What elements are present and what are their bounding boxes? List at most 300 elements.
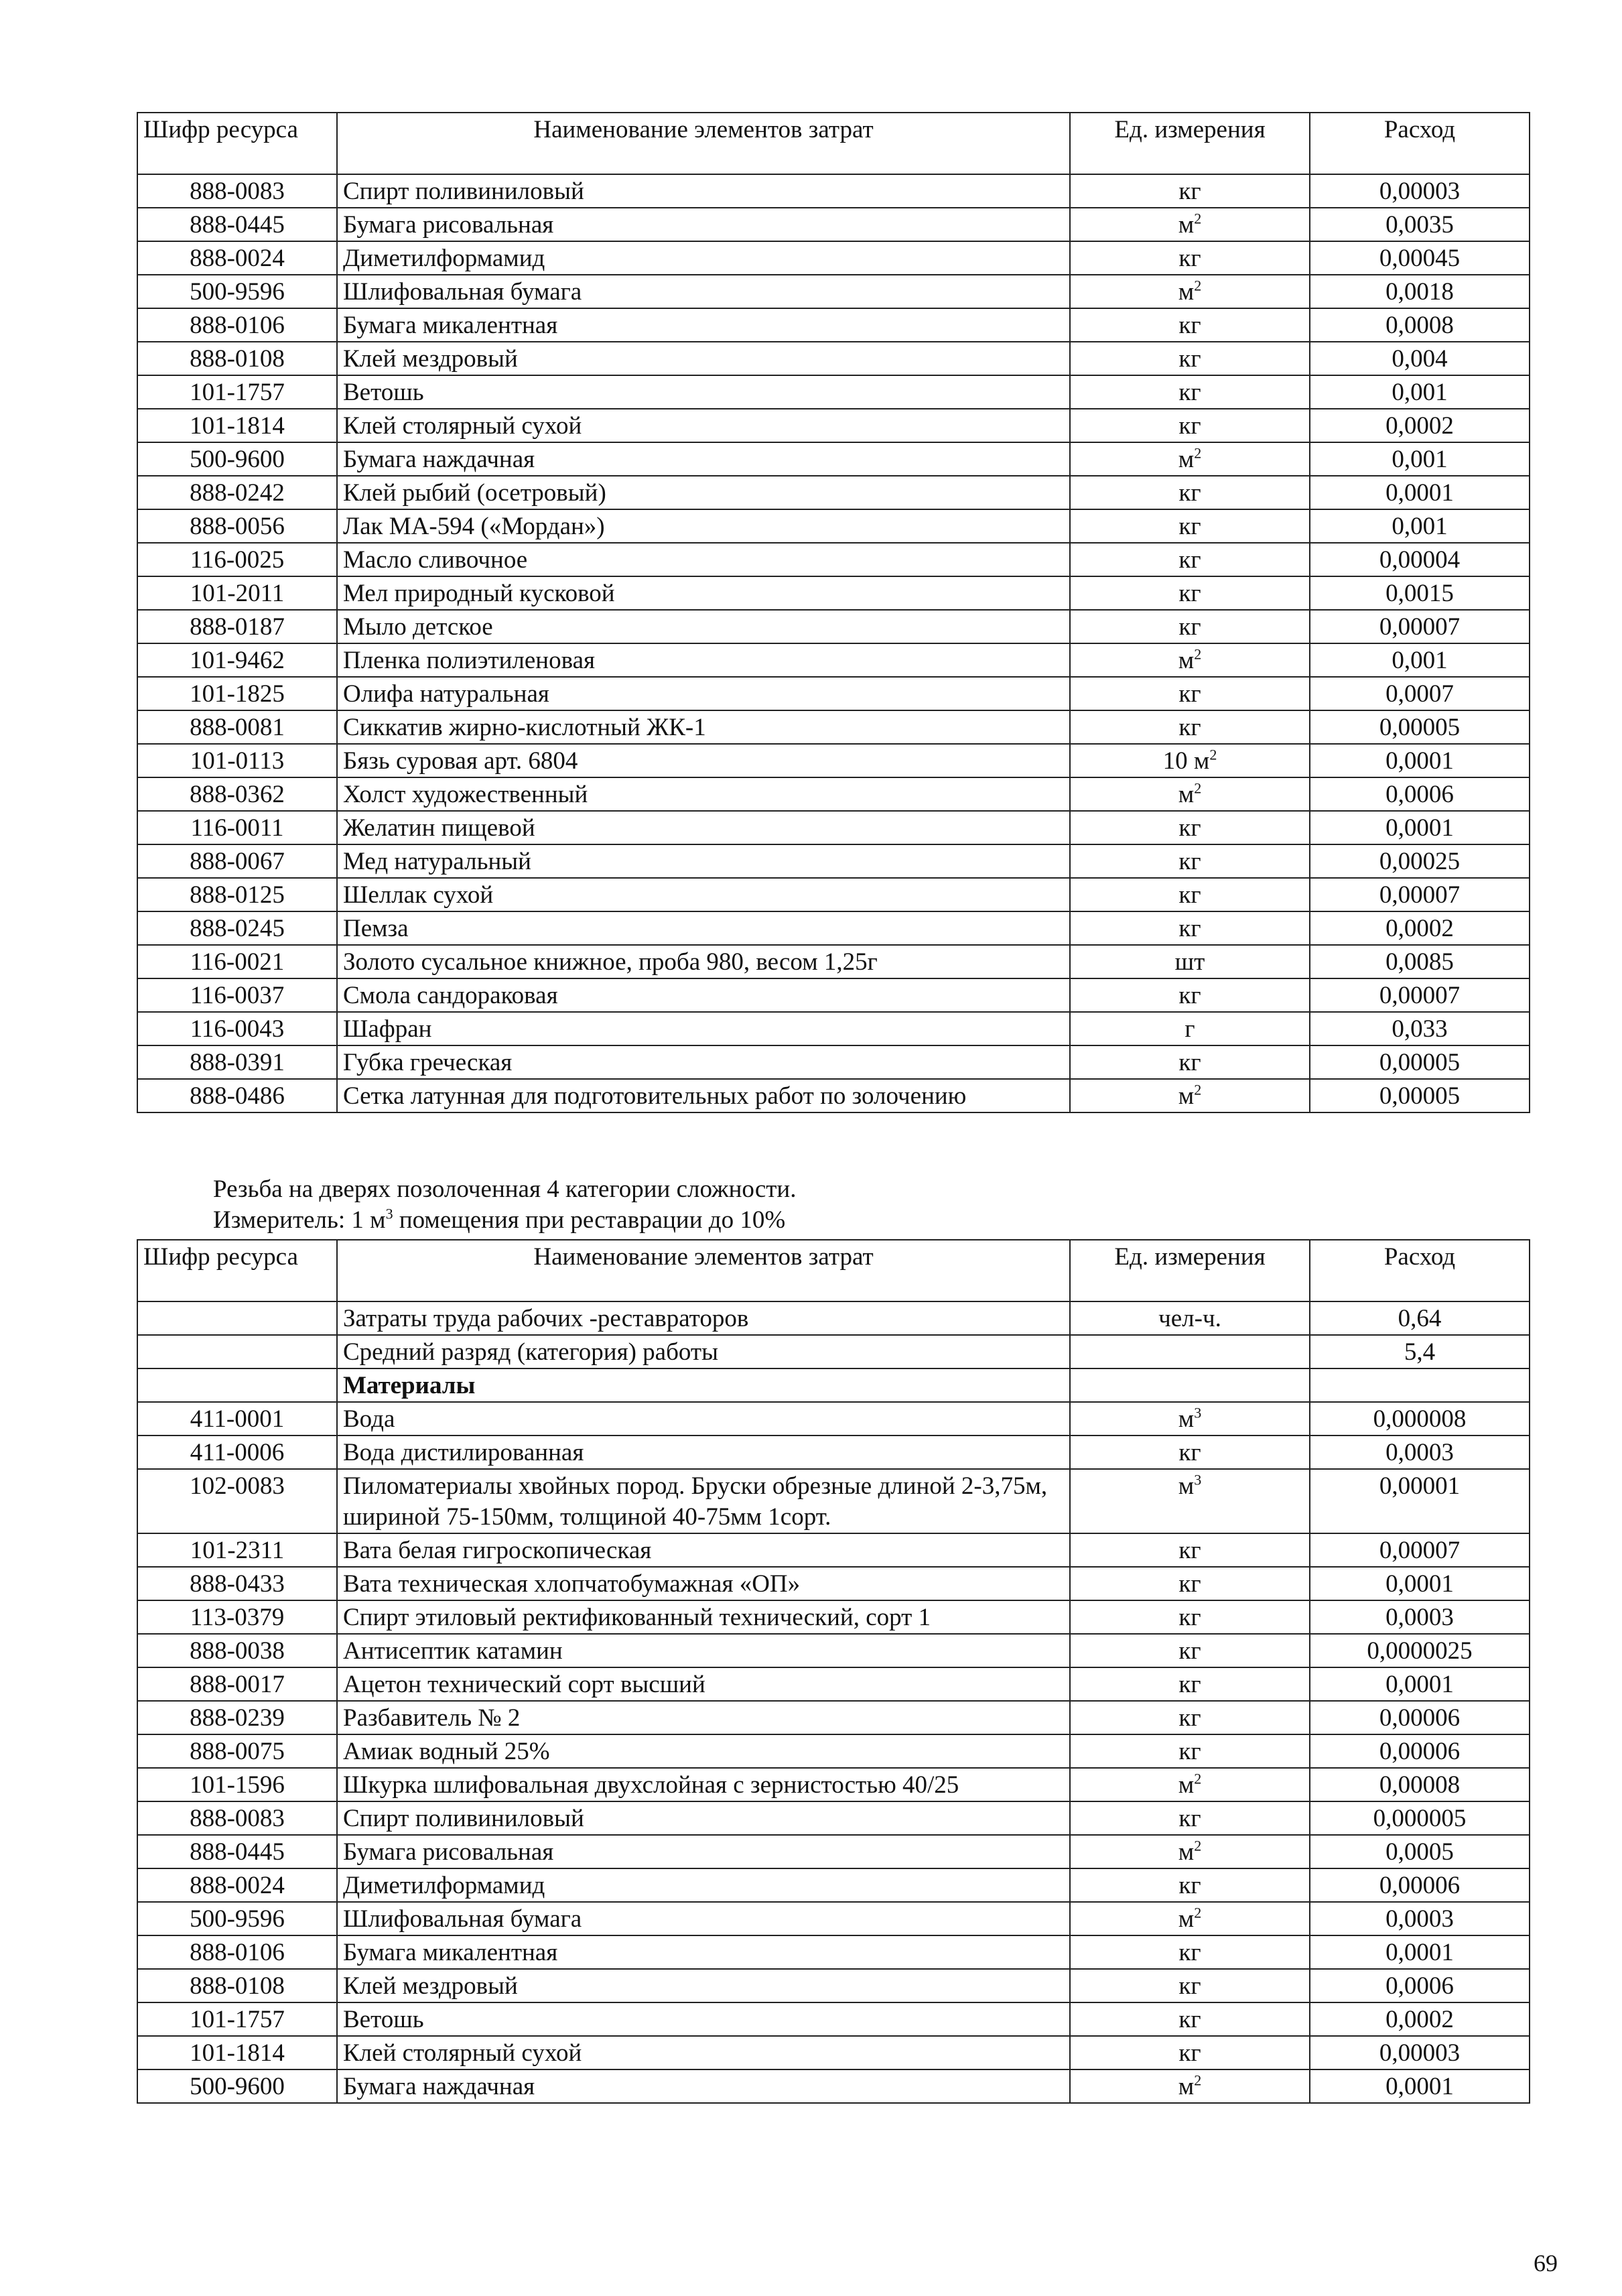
page-number: 69: [1534, 2250, 1558, 2277]
resource-name-cell: Затраты труда рабочих -реставраторов: [337, 1301, 1070, 1335]
unit-cell: [1070, 543, 1310, 576]
quantity-cell: 0,00008: [1310, 1768, 1530, 1801]
resource-name-cell: Мыло детское: [337, 610, 1070, 643]
unit-exponent: 2: [1194, 645, 1202, 663]
resource-name-cell: Золото сусальное книжное, проба 980, весом 1,25г: [337, 945, 1070, 978]
unit-text: м: [1178, 278, 1195, 306]
resource-code-cell: 116-0011: [137, 811, 337, 844]
resource-name-cell: Бумага наждачная: [337, 442, 1070, 476]
table-row: [137, 2069, 1530, 2103]
unit-text: кг: [1178, 245, 1201, 272]
unit-cell: [1070, 677, 1310, 710]
resource-code-cell: 101-2011: [137, 576, 337, 610]
resource-table-2: [137, 1239, 1530, 2104]
quantity-cell: 0,0002: [1310, 409, 1530, 442]
measure-caption: [213, 1205, 785, 1236]
quantity-cell: [1310, 1368, 1530, 1402]
table-row: [137, 308, 1530, 342]
table-row: [137, 1402, 1530, 1436]
unit-cell: [1070, 1301, 1310, 1335]
resource-code-cell: 888-0108: [137, 342, 337, 375]
quantity-cell: 0,0001: [1310, 744, 1530, 777]
unit-cell: [1070, 174, 1310, 208]
unit-cell: [1070, 409, 1310, 442]
resource-name-cell: Вода: [337, 1402, 1070, 1436]
unit-text: кг: [1178, 814, 1201, 842]
quantity-cell: 0,00025: [1310, 844, 1530, 878]
resource-code-cell: 101-2311: [137, 1533, 337, 1567]
table-row: [137, 576, 1530, 610]
unit-text: кг: [1178, 2039, 1201, 2067]
resource-name-cell: Ацетон технический сорт высший: [337, 1667, 1070, 1701]
unit-text: кг: [1178, 714, 1201, 741]
table-row: [137, 1012, 1530, 1045]
unit-text: кг: [1178, 546, 1201, 574]
resource-name-cell: Антисептик катамин: [337, 1634, 1070, 1667]
quantity-cell: 0,0006: [1310, 777, 1530, 811]
resource-code-cell: 101-1596: [137, 1768, 337, 1801]
quantity-cell: 0,0005: [1310, 1835, 1530, 1868]
unit-cell: [1070, 375, 1310, 409]
resource-code-cell: 101-1814: [137, 2036, 337, 2069]
unit-cell: [1070, 744, 1310, 777]
table-row: [137, 375, 1530, 409]
resource-name-cell: Разбавитель № 2: [337, 1701, 1070, 1734]
unit-cell: [1070, 1368, 1310, 1402]
quantity-cell: 0,00004: [1310, 543, 1530, 576]
resource-code-cell: 101-1757: [137, 2002, 337, 2036]
table-row: [137, 543, 1530, 576]
table-row: [137, 1045, 1530, 1079]
resource-name-cell: Амиак водный 25%: [337, 1734, 1070, 1768]
quantity-cell: 0,0001: [1310, 811, 1530, 844]
header-code: Шифр ресурса: [137, 1240, 337, 1301]
resource-code-cell: 888-0125: [137, 878, 337, 911]
resource-name-cell: Бумага наждачная: [337, 2069, 1070, 2103]
table-body-1: [137, 174, 1530, 1112]
table-body-2: [137, 1301, 1530, 2103]
unit-exponent: 2: [1194, 277, 1202, 294]
quantity-cell: 0,00003: [1310, 174, 1530, 208]
resource-name-cell: Средний разряд (категория) работы: [337, 1335, 1070, 1368]
unit-cell: [1070, 1667, 1310, 1701]
unit-text: кг: [1178, 881, 1201, 909]
table-header-row: [137, 1240, 1530, 1301]
resource-code-cell: 101-9462: [137, 643, 337, 677]
resource-code-cell: 116-0043: [137, 1012, 337, 1045]
unit-cell: [1070, 1436, 1310, 1469]
quantity-cell: 0,001: [1310, 375, 1530, 409]
unit-text: кг: [1178, 1637, 1201, 1665]
unit-exponent: 3: [1194, 1404, 1202, 1421]
resource-name-cell: Ветошь: [337, 2002, 1070, 2036]
unit-cell: [1070, 241, 1310, 275]
unit-exponent: 2: [1194, 210, 1202, 227]
unit-cell: [1070, 509, 1310, 543]
resource-code-cell: [137, 1368, 337, 1402]
quantity-cell: 0,00007: [1310, 1533, 1530, 1567]
resource-name-cell: Спирт поливиниловый: [337, 1801, 1070, 1835]
table-row: [137, 878, 1530, 911]
unit-text: кг: [1178, 513, 1201, 540]
resource-name-cell: Вода дистилированная: [337, 1436, 1070, 1469]
unit-text: кг: [1178, 1872, 1201, 1899]
table-row: [137, 1701, 1530, 1734]
quantity-cell: 0,00006: [1310, 1868, 1530, 1902]
resource-name-cell: Мед натуральный: [337, 844, 1070, 878]
header-code: Шифр ресурса: [137, 113, 337, 174]
quantity-cell: 0,0001: [1310, 1935, 1530, 1969]
unit-text: кг: [1178, 613, 1201, 641]
table-row: [137, 1667, 1530, 1701]
table-row: [137, 643, 1530, 677]
quantity-cell: 5,4: [1310, 1335, 1530, 1368]
table-row: [137, 1734, 1530, 1768]
unit-exponent: 2: [1194, 2071, 1202, 2089]
resource-name-cell: Масло сливочное: [337, 543, 1070, 576]
unit-cell: [1070, 1533, 1310, 1567]
unit-text: м: [1178, 1082, 1195, 1110]
resource-code-cell: 888-0075: [137, 1734, 337, 1768]
resource-name-cell: Сиккатив жирно-кислотный ЖК-1: [337, 710, 1070, 744]
resource-name-cell: Клей столярный сухой: [337, 409, 1070, 442]
unit-cell: [1070, 1768, 1310, 1801]
unit-text: кг: [1178, 982, 1201, 1009]
unit-text: кг: [1178, 1972, 1201, 2000]
unit-cell: [1070, 777, 1310, 811]
resource-code-cell: 411-0006: [137, 1436, 337, 1469]
header-name: Наименование элементов затрат: [337, 113, 1070, 174]
resource-code-cell: 888-0106: [137, 1935, 337, 1969]
unit-text: кг: [1178, 2006, 1201, 2033]
quantity-cell: 0,00006: [1310, 1734, 1530, 1768]
unit-exponent: 2: [1194, 1837, 1202, 1854]
unit-text: кг: [1178, 345, 1201, 373]
unit-text: м: [1178, 1771, 1195, 1799]
resource-code-cell: 116-0037: [137, 978, 337, 1012]
unit-exponent: 2: [1194, 1904, 1202, 1921]
resource-code-cell: 101-1825: [137, 677, 337, 710]
unit-cell: [1070, 1868, 1310, 1902]
resource-name-cell: Лак МА-594 («Мордан»): [337, 509, 1070, 543]
table-row: [137, 744, 1530, 777]
table-row: [137, 1567, 1530, 1600]
table-row: [137, 1768, 1530, 1801]
unit-text: м: [1178, 781, 1195, 808]
unit-cell: [1070, 978, 1310, 1012]
resource-code-cell: 888-0106: [137, 308, 337, 342]
quantity-cell: 0,00003: [1310, 2036, 1530, 2069]
unit-cell: [1070, 844, 1310, 878]
unit-exponent: 2: [1194, 1770, 1202, 1787]
unit-cell: [1070, 1801, 1310, 1835]
unit-cell: [1070, 2069, 1310, 2103]
quantity-cell: 0,0001: [1310, 2069, 1530, 2103]
unit-text: кг: [1178, 312, 1201, 339]
quantity-cell: 0,0015: [1310, 576, 1530, 610]
resource-name-cell: Бумага микалентная: [337, 1935, 1070, 1969]
resource-code-cell: 102-0083: [137, 1469, 337, 1533]
unit-cell: [1070, 1902, 1310, 1935]
resource-code-cell: 888-0108: [137, 1969, 337, 2002]
unit-text: кг: [1178, 1049, 1201, 1076]
table-row: [137, 811, 1530, 844]
resource-code-cell: 500-9596: [137, 1902, 337, 1935]
unit-cell: [1070, 1734, 1310, 1768]
quantity-cell: 0,00045: [1310, 241, 1530, 275]
quantity-cell: 0,00007: [1310, 878, 1530, 911]
table-row: [137, 1301, 1530, 1335]
quantity-cell: 0,00006: [1310, 1701, 1530, 1734]
unit-cell: [1070, 643, 1310, 677]
resource-name-cell: Шкурка шлифовальная двухслойная с зернистостью 40/25: [337, 1768, 1070, 1801]
resource-code-cell: 888-0187: [137, 610, 337, 643]
table-row: [137, 409, 1530, 442]
resource-name-cell: Пиломатериалы хвойных пород. Бруски обрезные длиной 2-3,75м, шириной 75-150мм, толщиной 40-75мм 1сорт.: [337, 1469, 1070, 1533]
quantity-cell: 0,0018: [1310, 275, 1530, 308]
table-row: [137, 844, 1530, 878]
resource-name-cell: Смола сандораковая: [337, 978, 1070, 1012]
unit-text: м: [1178, 1838, 1195, 1866]
resource-name-cell: Клей мездровый: [337, 1969, 1070, 2002]
unit-cell: [1070, 208, 1310, 241]
quantity-cell: 0,0001: [1310, 476, 1530, 509]
unit-cell: [1070, 576, 1310, 610]
unit-cell: [1070, 710, 1310, 744]
resource-name-cell: Сетка латунная для подготовительных работ по золочению: [337, 1079, 1070, 1112]
unit-text: кг: [1178, 412, 1201, 440]
measure-caption-after: помещения при реставрации до 10%: [393, 1206, 786, 1234]
unit-text: м: [1178, 1405, 1195, 1433]
table-row: [137, 945, 1530, 978]
quantity-cell: 0,001: [1310, 643, 1530, 677]
resource-code-cell: 888-0362: [137, 777, 337, 811]
table-row: [137, 509, 1530, 543]
table-row: [137, 1469, 1530, 1533]
quantity-cell: 0,0001: [1310, 1567, 1530, 1600]
unit-exponent: 2: [1194, 444, 1202, 462]
resource-code-cell: 500-9596: [137, 275, 337, 308]
table-row: [137, 1368, 1530, 1402]
resource-code-cell: 500-9600: [137, 442, 337, 476]
resource-code-cell: 888-0024: [137, 1868, 337, 1902]
unit-text: шт: [1174, 948, 1205, 976]
table-row: [137, 677, 1530, 710]
table-row: [137, 710, 1530, 744]
unit-exponent: 2: [1194, 779, 1202, 797]
resource-code-cell: 888-0445: [137, 208, 337, 241]
quantity-cell: 0,00005: [1310, 1079, 1530, 1112]
resource-name-cell: Шлифовальная бумага: [337, 275, 1070, 308]
table-row: [137, 777, 1530, 811]
resource-name-cell: Клей рыбий (осетровый): [337, 476, 1070, 509]
unit-text: м: [1178, 647, 1195, 674]
resource-name-cell: Спирт этиловый ректификованный технический, сорт 1: [337, 1600, 1070, 1634]
quantity-cell: 0,0001: [1310, 1667, 1530, 1701]
unit-text: кг: [1178, 915, 1201, 942]
resource-code-cell: 888-0056: [137, 509, 337, 543]
resource-name-cell: Бумага микалентная: [337, 308, 1070, 342]
resource-name-cell: Губка греческая: [337, 1045, 1070, 1079]
resource-code-cell: 888-0245: [137, 911, 337, 945]
resource-code-cell: [137, 1335, 337, 1368]
unit-cell: [1070, 1335, 1310, 1368]
table-row: [137, 1969, 1530, 2002]
quantity-cell: 0,0035: [1310, 208, 1530, 241]
resource-name-cell: Клей столярный сухой: [337, 2036, 1070, 2069]
resource-code-cell: 888-0067: [137, 844, 337, 878]
unit-text: м: [1178, 211, 1195, 239]
unit-text: кг: [1178, 580, 1201, 607]
quantity-cell: 0,0007: [1310, 677, 1530, 710]
resource-code-cell: 888-0445: [137, 1835, 337, 1868]
unit-cell: [1070, 1012, 1310, 1045]
resource-code-cell: 888-0239: [137, 1701, 337, 1734]
unit-text: 10 м: [1162, 747, 1210, 775]
resource-name-cell: Желатин пищевой: [337, 811, 1070, 844]
table-row: [137, 208, 1530, 241]
unit-text: кг: [1178, 1805, 1201, 1832]
unit-cell: [1070, 610, 1310, 643]
unit-cell: [1070, 1469, 1310, 1533]
unit-cell: [1070, 1079, 1310, 1112]
resource-code-cell: 888-0038: [137, 1634, 337, 1667]
resource-code-cell: 888-0081: [137, 710, 337, 744]
quantity-cell: 0,64: [1310, 1301, 1530, 1335]
resource-code-cell: 116-0025: [137, 543, 337, 576]
table-row: [137, 342, 1530, 375]
table-row: [137, 1079, 1530, 1112]
resource-name-cell: Шлифовальная бумага: [337, 1902, 1070, 1935]
unit-cell: [1070, 1701, 1310, 1734]
resource-code-cell: 101-1814: [137, 409, 337, 442]
quantity-cell: 0,0000025: [1310, 1634, 1530, 1667]
table-row: [137, 1436, 1530, 1469]
header-qty: Расход: [1310, 1240, 1530, 1301]
resource-code-cell: 113-0379: [137, 1600, 337, 1634]
unit-text: кг: [1178, 848, 1201, 875]
resource-code-cell: 888-0486: [137, 1079, 337, 1112]
quantity-cell: 0,0002: [1310, 911, 1530, 945]
resource-code-cell: 888-0017: [137, 1667, 337, 1701]
resource-name-cell: Материалы: [337, 1368, 1070, 1402]
quantity-cell: 0,0006: [1310, 1969, 1530, 2002]
resource-name-cell: Бумага рисовальная: [337, 1835, 1070, 1868]
unit-text: кг: [1178, 1738, 1201, 1765]
unit-text: м: [1178, 1905, 1195, 1933]
unit-text: кг: [1178, 479, 1201, 507]
table-row: [137, 1335, 1530, 1368]
unit-cell: [1070, 1969, 1310, 2002]
unit-text: м: [1178, 2073, 1195, 2100]
resource-code-cell: 116-0021: [137, 945, 337, 978]
resource-name-cell: Ветошь: [337, 375, 1070, 409]
table-row: [137, 1902, 1530, 1935]
unit-cell: [1070, 1045, 1310, 1079]
table-row: [137, 476, 1530, 509]
resource-code-cell: 411-0001: [137, 1402, 337, 1436]
quantity-cell: 0,0008: [1310, 308, 1530, 342]
table-row: [137, 978, 1530, 1012]
unit-cell: [1070, 1402, 1310, 1436]
resource-name-cell: Вата белая гигроскопическая: [337, 1533, 1070, 1567]
unit-cell: [1070, 911, 1310, 945]
measure-caption-before: Измеритель: 1 м: [213, 1206, 386, 1234]
table-row: [137, 241, 1530, 275]
unit-text: кг: [1178, 1570, 1201, 1598]
resource-code-cell: 888-0083: [137, 1801, 337, 1835]
quantity-cell: 0,00005: [1310, 1045, 1530, 1079]
resource-code-cell: [137, 1301, 337, 1335]
unit-exponent: 2: [1209, 746, 1217, 763]
table-header-row: [137, 113, 1530, 174]
resource-name-cell: Диметилформамид: [337, 241, 1070, 275]
resource-name-cell: Бязь суровая арт. 6804: [337, 744, 1070, 777]
table-row: [137, 610, 1530, 643]
resource-code-cell: 101-0113: [137, 744, 337, 777]
resource-name-cell: Олифа натуральная: [337, 677, 1070, 710]
unit-cell: [1070, 811, 1310, 844]
resource-code-cell: 101-1757: [137, 375, 337, 409]
resource-name-cell: Холст художественный: [337, 777, 1070, 811]
unit-cell: [1070, 275, 1310, 308]
table-row: [137, 2002, 1530, 2036]
resource-code-cell: 500-9600: [137, 2069, 337, 2103]
quantity-cell: 0,000008: [1310, 1402, 1530, 1436]
table-row: [137, 1835, 1530, 1868]
resource-name-cell: Диметилформамид: [337, 1868, 1070, 1902]
table-row: [137, 174, 1530, 208]
unit-cell: [1070, 2002, 1310, 2036]
unit-text: кг: [1178, 1537, 1201, 1564]
unit-exponent: 2: [1194, 1081, 1202, 1098]
unit-cell: [1070, 1600, 1310, 1634]
resource-code-cell: 888-0242: [137, 476, 337, 509]
quantity-cell: 0,0085: [1310, 945, 1530, 978]
table-row: [137, 442, 1530, 476]
unit-cell: [1070, 878, 1310, 911]
header-name: Наименование элементов затрат: [337, 1240, 1070, 1301]
table-row: [137, 1533, 1530, 1567]
unit-text: кг: [1178, 1671, 1201, 1698]
header-unit: Ед. измерения: [1070, 1240, 1310, 1301]
unit-text: кг: [1178, 379, 1201, 406]
unit-text: кг: [1178, 178, 1201, 205]
resource-code-cell: 888-0024: [137, 241, 337, 275]
resource-name-cell: Вата техническая хлопчатобумажная «ОП»: [337, 1567, 1070, 1600]
resource-code-cell: 888-0433: [137, 1567, 337, 1600]
quantity-cell: 0,00005: [1310, 710, 1530, 744]
resource-name-cell: Пемза: [337, 911, 1070, 945]
quantity-cell: 0,001: [1310, 509, 1530, 543]
unit-text: кг: [1178, 1439, 1201, 1466]
quantity-cell: 0,000005: [1310, 1801, 1530, 1835]
resource-name-cell: Шафран: [337, 1012, 1070, 1045]
table-row: [137, 1634, 1530, 1667]
resource-name-cell: Шеллак сухой: [337, 878, 1070, 911]
table-row: [137, 1801, 1530, 1835]
unit-text: кг: [1178, 1604, 1201, 1631]
resource-name-cell: Мел природный кусковой: [337, 576, 1070, 610]
unit-cell: [1070, 1935, 1310, 1969]
table-row: [137, 1600, 1530, 1634]
measure-caption-sup: 3: [385, 1205, 393, 1222]
quantity-cell: 0,001: [1310, 442, 1530, 476]
section-title: Резьба на дверях позолоченная 4 категории сложности.: [213, 1175, 797, 1203]
unit-cell: [1070, 1567, 1310, 1600]
table-row: [137, 911, 1530, 945]
resource-name-cell: Клей мездровый: [337, 342, 1070, 375]
